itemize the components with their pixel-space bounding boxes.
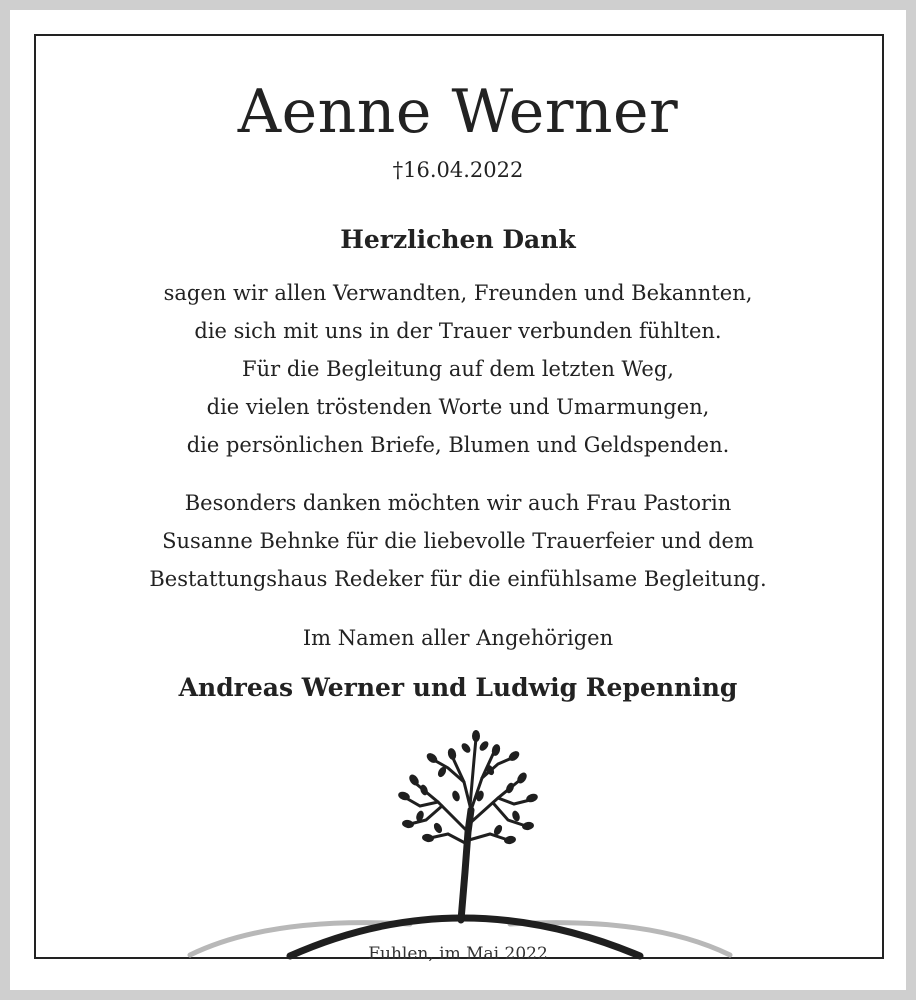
paragraph-line: Susanne Behnke für die liebevolle Trauerfeier und dem	[162, 529, 754, 553]
tree-on-hill-icon	[180, 720, 740, 965]
paragraph-line: sagen wir allen Verwandten, Freunden und Bekannten,	[163, 281, 753, 305]
thanks-heading: Herzlichen Dank	[340, 225, 576, 254]
signers: Andreas Werner und Ludwig Repenning	[178, 673, 738, 702]
on-behalf-line: Im Namen aller Angehörigen	[302, 626, 614, 650]
paragraph-line: die persönlichen Briefe, Blumen und Geldspenden.	[186, 433, 730, 457]
death-date: †16.04.2022	[392, 158, 524, 182]
paragraph-line: Bestattungshaus Redeker für die einfühlsame Begleitung.	[149, 567, 767, 591]
paragraph-line: Für die Begleitung auf dem letzten Weg,	[242, 357, 674, 381]
paragraph-line: die sich mit uns in der Trauer verbunden fühlten.	[194, 319, 722, 343]
special-thanks-paragraph	[0, 484, 916, 598]
paragraph-line: die vielen tröstenden Worte und Umarmungen,	[206, 395, 710, 419]
place-and-date: Fuhlen, im Mai 2022	[368, 944, 548, 964]
thanks-paragraph	[0, 274, 916, 464]
deceased-name: Aenne Werner	[237, 77, 679, 147]
paragraph-line: Besonders danken möchten wir auch Frau Pastorin	[184, 491, 732, 515]
